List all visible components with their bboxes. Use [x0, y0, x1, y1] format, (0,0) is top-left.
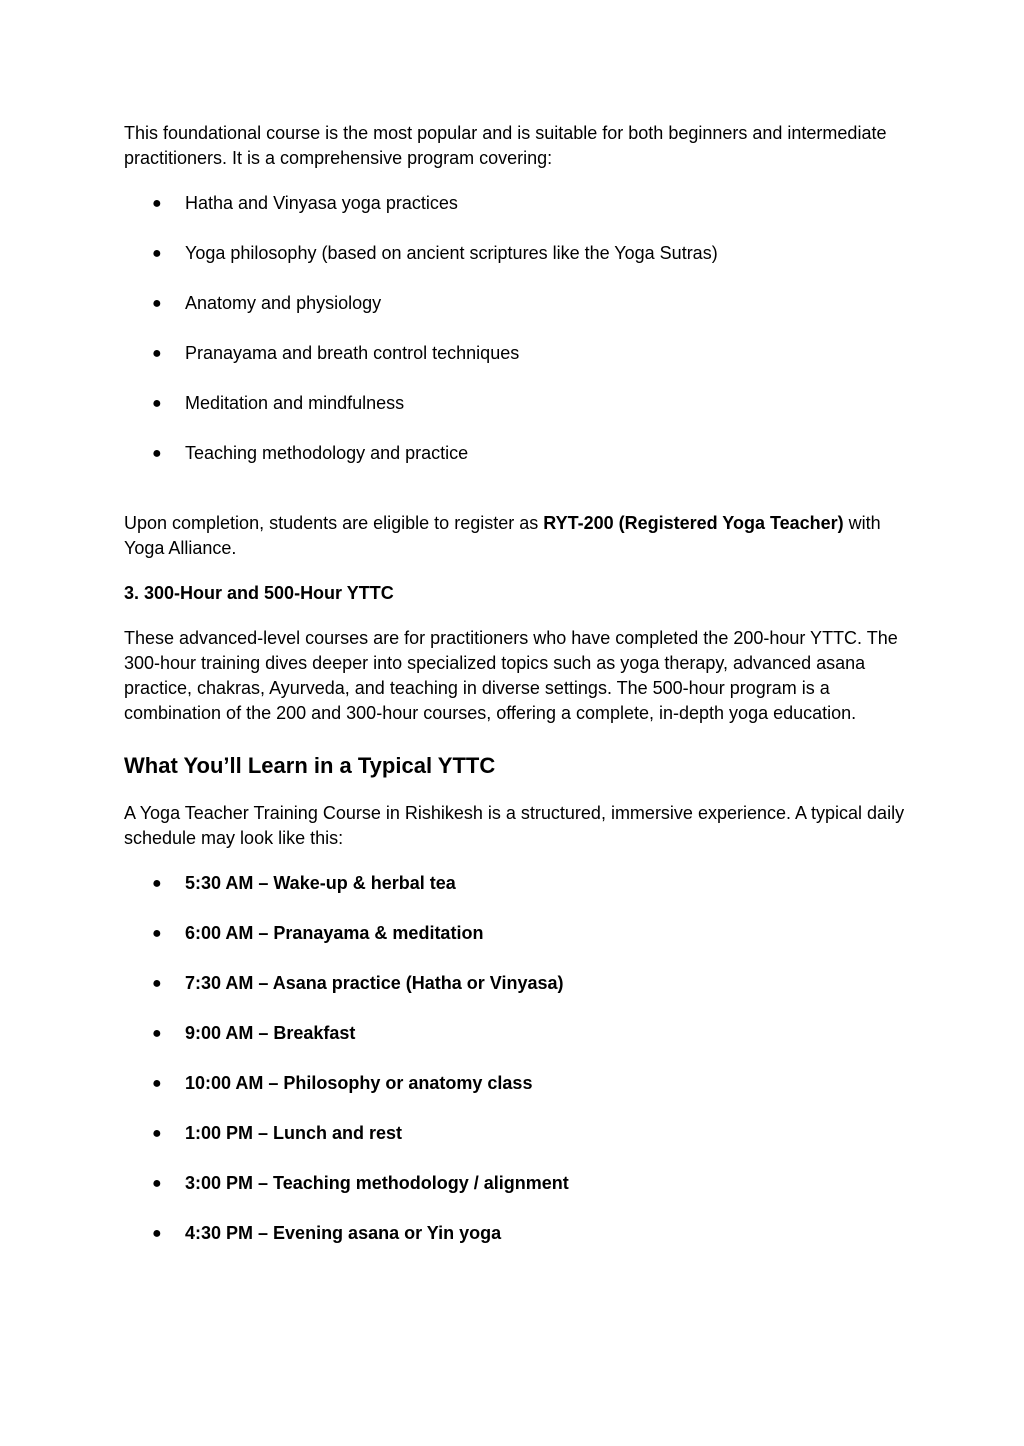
- bullet-icon: ●: [152, 195, 162, 212]
- advanced-paragraph: These advanced-level courses are for practitioners who have completed the 200-hour YTTC. The 300-hour training dives deeper into specialized topics such as yoga therapy, advanced asana practice, chakras, Ayurveda, and teaching in diverse settings. The 500-hour program is a combination of the 200 and 300-hour courses, offering a complete, in-depth yoga education.: [124, 628, 898, 723]
- list-item: ● 5:30 AM – Wake-up & herbal tea: [124, 871, 914, 896]
- bullet-icon: ●: [152, 1175, 162, 1192]
- list-item: ● Hatha and Vinyasa yoga practices: [124, 191, 914, 216]
- certification-name: RYT-200 (Registered Yoga Teacher): [543, 513, 844, 533]
- bullet-icon: ●: [152, 1025, 162, 1042]
- bullet-icon: ●: [152, 295, 162, 312]
- list-item: ● 6:00 AM – Pranayama & meditation: [124, 921, 914, 946]
- list-item: ● 9:00 AM – Breakfast: [124, 1021, 914, 1046]
- list-item: ● Anatomy and physiology: [124, 291, 914, 316]
- list-item: ● Yoga philosophy (based on ancient scriptures like the Yoga Sutras): [124, 241, 914, 266]
- bullet-icon: ●: [152, 345, 162, 362]
- bullet-icon: ●: [152, 875, 162, 892]
- schedule-intro-paragraph: A Yoga Teacher Training Course in Rishikesh is a structured, immersive experience. A typical daily schedule may look like this:: [124, 803, 905, 848]
- bullet-icon: ●: [152, 395, 162, 412]
- completion-paragraph: Upon completion, students are eligible to register as RYT-200 (Registered Yoga Teacher) with Yoga Alliance.: [124, 513, 881, 558]
- bullet-icon: ●: [152, 445, 162, 462]
- list-item: ● 3:00 PM – Teaching methodology / alignment: [124, 1171, 914, 1196]
- curriculum-list: [124, 191, 914, 466]
- intro-paragraph: This foundational course is the most popular and is suitable for both beginners and intermediate practitioners. It is a comprehensive program covering:: [124, 123, 887, 168]
- list-item: ● Pranayama and breath control techniques: [124, 341, 914, 366]
- list-item: ● 4:30 PM – Evening asana or Yin yoga: [124, 1221, 914, 1246]
- list-item: ● Meditation and mindfulness: [124, 391, 914, 416]
- schedule-list: [124, 871, 914, 1246]
- bullet-icon: ●: [152, 975, 162, 992]
- bullet-icon: ●: [152, 1125, 162, 1142]
- list-item: ● 1:00 PM – Lunch and rest: [124, 1121, 914, 1146]
- document-page: [124, 121, 914, 1246]
- bullet-icon: ●: [152, 925, 162, 942]
- section-subheading: 3. 300-Hour and 500-Hour YTTC: [124, 583, 394, 603]
- list-item: ● 10:00 AM – Philosophy or anatomy class: [124, 1071, 914, 1096]
- list-item: ● Teaching methodology and practice: [124, 441, 914, 466]
- bullet-icon: ●: [152, 1225, 162, 1242]
- list-item: ● 7:30 AM – Asana practice (Hatha or Vinyasa): [124, 971, 914, 996]
- section-heading: What You’ll Learn in a Typical YTTC: [124, 753, 496, 778]
- bullet-icon: ●: [152, 1075, 162, 1092]
- bullet-icon: ●: [152, 245, 162, 262]
